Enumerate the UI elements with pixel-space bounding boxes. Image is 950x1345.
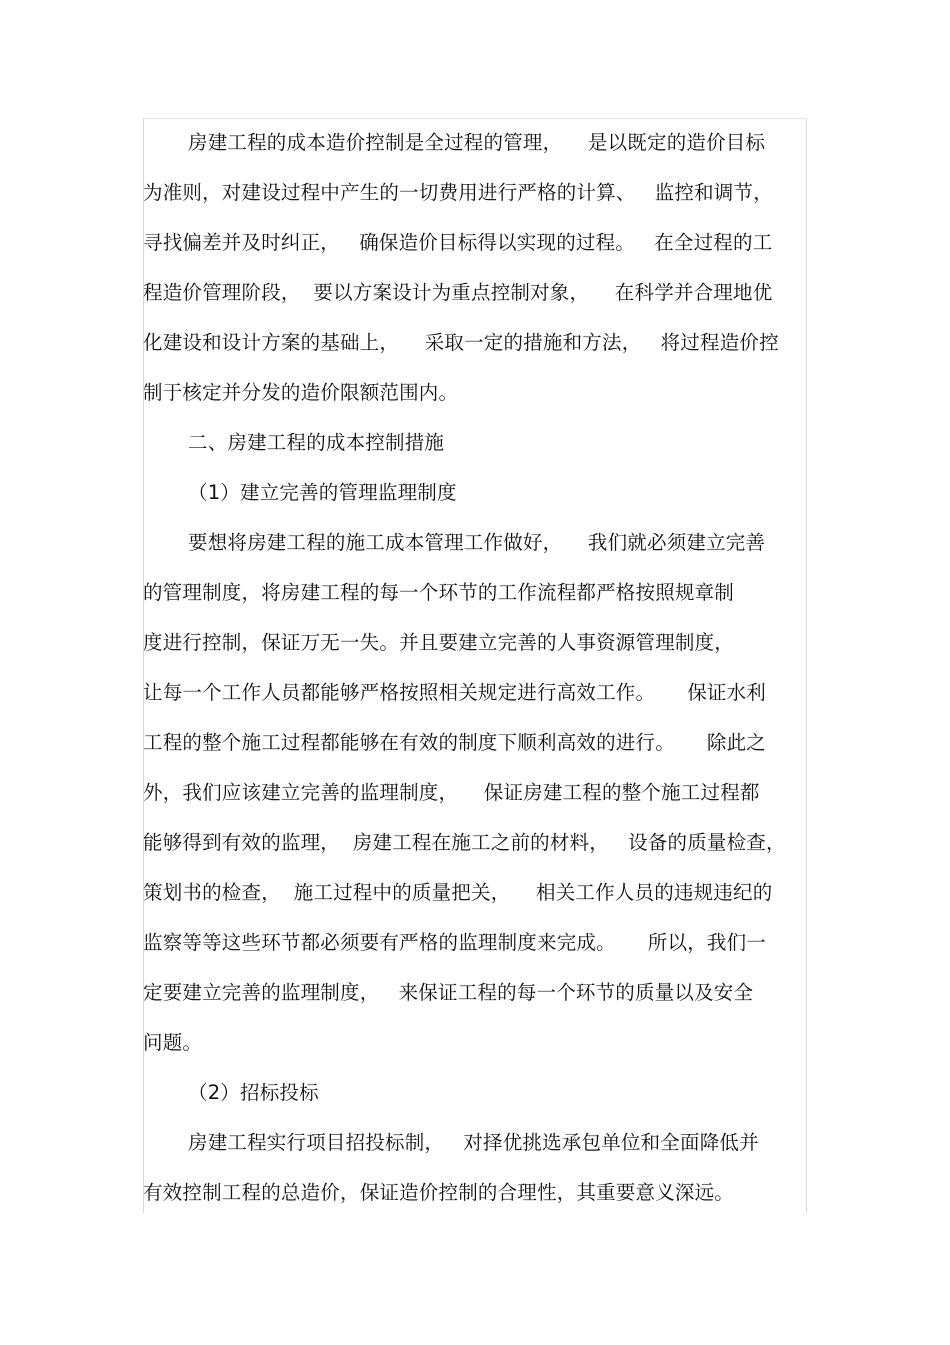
paragraph-3-line-2: 有效控制工程的总造价，保证造价控制的合理性，其重要意义深远。 — [143, 1181, 735, 1204]
paragraph-2-line-5: 工程的整个施工过程都能够在有效的制度下顺利高效的进行。 除此之 — [143, 731, 766, 754]
paragraph-1-line-5: 化建设和设计方案的基础上， 采取一定的措施和方法， 将过程造价控 — [143, 331, 779, 354]
paragraph-2-line-1: 要想将房建工程的施工成本管理工作做好， 我们就必须建立完善 — [188, 531, 766, 554]
paragraph-1-line-6: 制于核定并分发的造价限额范围内。 — [143, 381, 459, 404]
paragraph-2-line-8: 策划书的检查， 施工过程中的质量把关， 相关工作人员的违规违纪的 — [143, 881, 773, 904]
paragraph-2-line-11: 问题。 — [143, 1031, 203, 1054]
paragraph-1-line-4: 程造价管理阶段， 要以方案设计为重点控制对象， 在科学并合理地优 — [143, 281, 773, 304]
paragraph-2-line-2: 的管理制度，将房建工程的每一个环节的工作流程都严格按照规章制 — [143, 581, 735, 604]
paragraph-3-line-1: 房建工程实行项目招投标制， 对择优挑选承包单位和全面降低并 — [188, 1131, 759, 1154]
paragraph-2-line-9: 监察等等这些环节都必须要有严格的监理制度来完成。 所以，我们一 — [143, 931, 766, 954]
section-heading: 二、房建工程的成本控制措施 — [188, 431, 445, 454]
paragraph-2-line-6: 外，我们应该建立完善的监理制度， 保证房建工程的整个施工过程都 — [143, 781, 760, 804]
subsection-heading-1: （1）建立完善的管理监理制度 — [188, 481, 457, 504]
paragraph-1-line-2: 为准则，对建设过程中产生的一切费用进行严格的计算、 监控和调节， — [143, 181, 773, 204]
paragraph-2-line-3: 度进行控制，保证万无一失。并且要建立完善的人事资源管理制度， — [143, 631, 735, 654]
paragraph-2-line-10: 定要建立完善的监理制度， 来保证工程的每一个环节的质量以及安全 — [143, 981, 754, 1004]
subsection-heading-2: （2）招标投标 — [188, 1081, 319, 1104]
paragraph-2-line-7: 能够得到有效的监理， 房建工程在施工之前的材料， 设备的质量检查， — [143, 831, 786, 854]
paragraph-2-line-4: 让每一个工作人员都能够严格按照相关规定进行高效工作。 保证水利 — [143, 681, 766, 704]
paragraph-1-line-3: 寻找偏差并及时纠正， 确保造价目标得以实现的过程。 在全过程的工 — [143, 231, 773, 254]
paragraph-1-line-1: 房建工程的成本造价控制是全过程的管理， 是以既定的造价目标 — [188, 131, 766, 154]
